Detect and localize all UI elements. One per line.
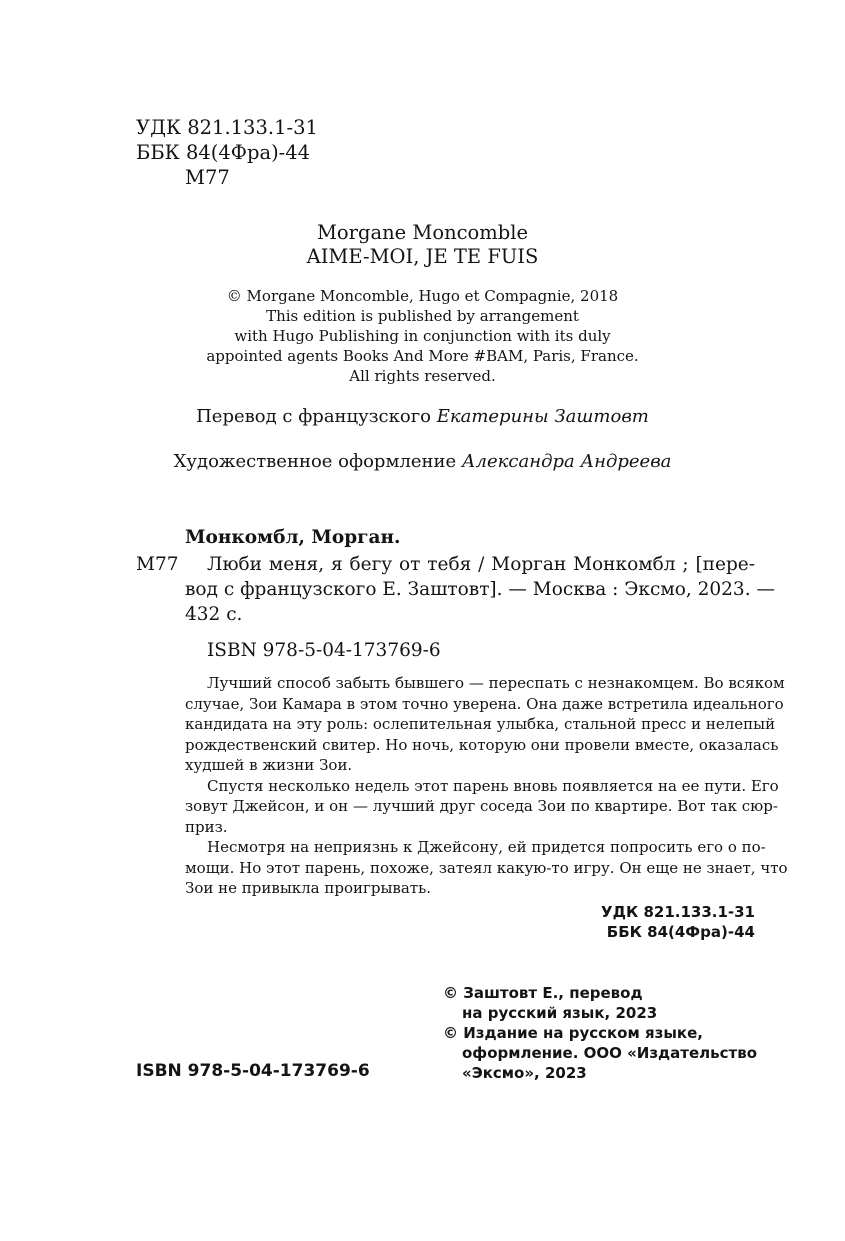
catalog-mark: М77 <box>136 554 179 575</box>
catalog-entry-line: 432 с. <box>185 604 243 625</box>
bottom-copyright-line: © Издание на русском языке, <box>443 1024 703 1042</box>
bottom-copyright-line: оформление. ООО «Издательство <box>462 1044 758 1062</box>
catalog-entry-line: вод с французского Е. Заштовт]. — Москва : Эксмо, 2023. — <box>185 579 775 600</box>
bottom-copyright-line: «Эксмо», 2023 <box>462 1064 587 1082</box>
annotation-line: Спустя несколько недель этот парень вновь появляется на ее пути. Его <box>207 776 779 795</box>
translator-name: Екатерины Заштовт <box>436 406 649 427</box>
catalog-author-heading: Монкомбл, Морган. <box>185 527 401 548</box>
original-author: Morgane Moncomble <box>316 221 529 244</box>
annotation-line: случае, Зои Камара в этом точно уверена. Она даже встретила идеального <box>185 694 784 713</box>
design-label: Художественное оформление <box>173 451 457 472</box>
catalog-isbn: ISBN 978-5-04-173769-6 <box>207 640 441 661</box>
bottom-isbn: ISBN 978-5-04-173769-6 <box>136 1061 370 1081</box>
annotation-line: Зои не привыкла проигрывать. <box>185 879 432 897</box>
copyright-original-line: All rights reserved. <box>349 367 496 385</box>
copyright-original-line: This edition is published by arrangement <box>266 307 579 325</box>
translation-credit <box>0 405 845 429</box>
annotation-line: зовут Джейсон, и он — лучший друг соседа Зои по квартире. Вот так сюр- <box>185 797 778 815</box>
annotation-line: рождественский свитер. Но ночь, которую они провели вместе, оказалась <box>185 735 779 754</box>
designer-name: Александра Андреева <box>461 451 672 472</box>
original-title: AIME-MOI, JE TE FUIS <box>306 245 539 268</box>
copyright-original-line: with Hugo Publishing in conjunction with its duly <box>234 327 611 345</box>
annotation-line: кандидата на эту роль: ослепительная улыбка, стальной пресс и нелепый <box>185 715 776 733</box>
annotation-line: мощи. Но этот парень, похоже, затеял какую-то игру. Он еще не знает, что <box>185 858 788 877</box>
translation-label: Перевод с французского <box>196 406 431 427</box>
footer-udk-code: УДК 821.133.1-31 <box>601 903 755 921</box>
author-mark: М77 <box>185 166 230 189</box>
annotation-line: Лучший способ забыть бывшего — переспать с незнакомцем. Во всяком <box>207 674 785 692</box>
bbk-code: ББК 84(4Фра)-44 <box>136 141 311 164</box>
catalog-entry-line: Люби меня, я бегу от тебя / Морган Монкомбл ; [пере- <box>207 554 755 575</box>
copyright-original-line: appointed agents Books And More #BAM, Paris, France. <box>206 347 639 365</box>
annotation-line: худшей в жизни Зои. <box>185 756 353 774</box>
design-credit <box>0 450 845 474</box>
copyright-original-line: © Morgane Moncomble, Hugo et Compagnie, 2018 <box>226 287 619 305</box>
bottom-copyright-line: на русский язык, 2023 <box>462 1004 658 1022</box>
udk-code: УДК 821.133.1-31 <box>136 116 318 139</box>
annotation-line: Несмотря на неприязнь к Джейсону, ей придется попросить его о по- <box>207 838 766 856</box>
annotation-line: приз. <box>185 817 228 836</box>
bottom-copyright-line: © Заштовт Е., перевод <box>443 984 643 1002</box>
footer-bbk-code: ББК 84(4Фра)-44 <box>606 923 755 941</box>
